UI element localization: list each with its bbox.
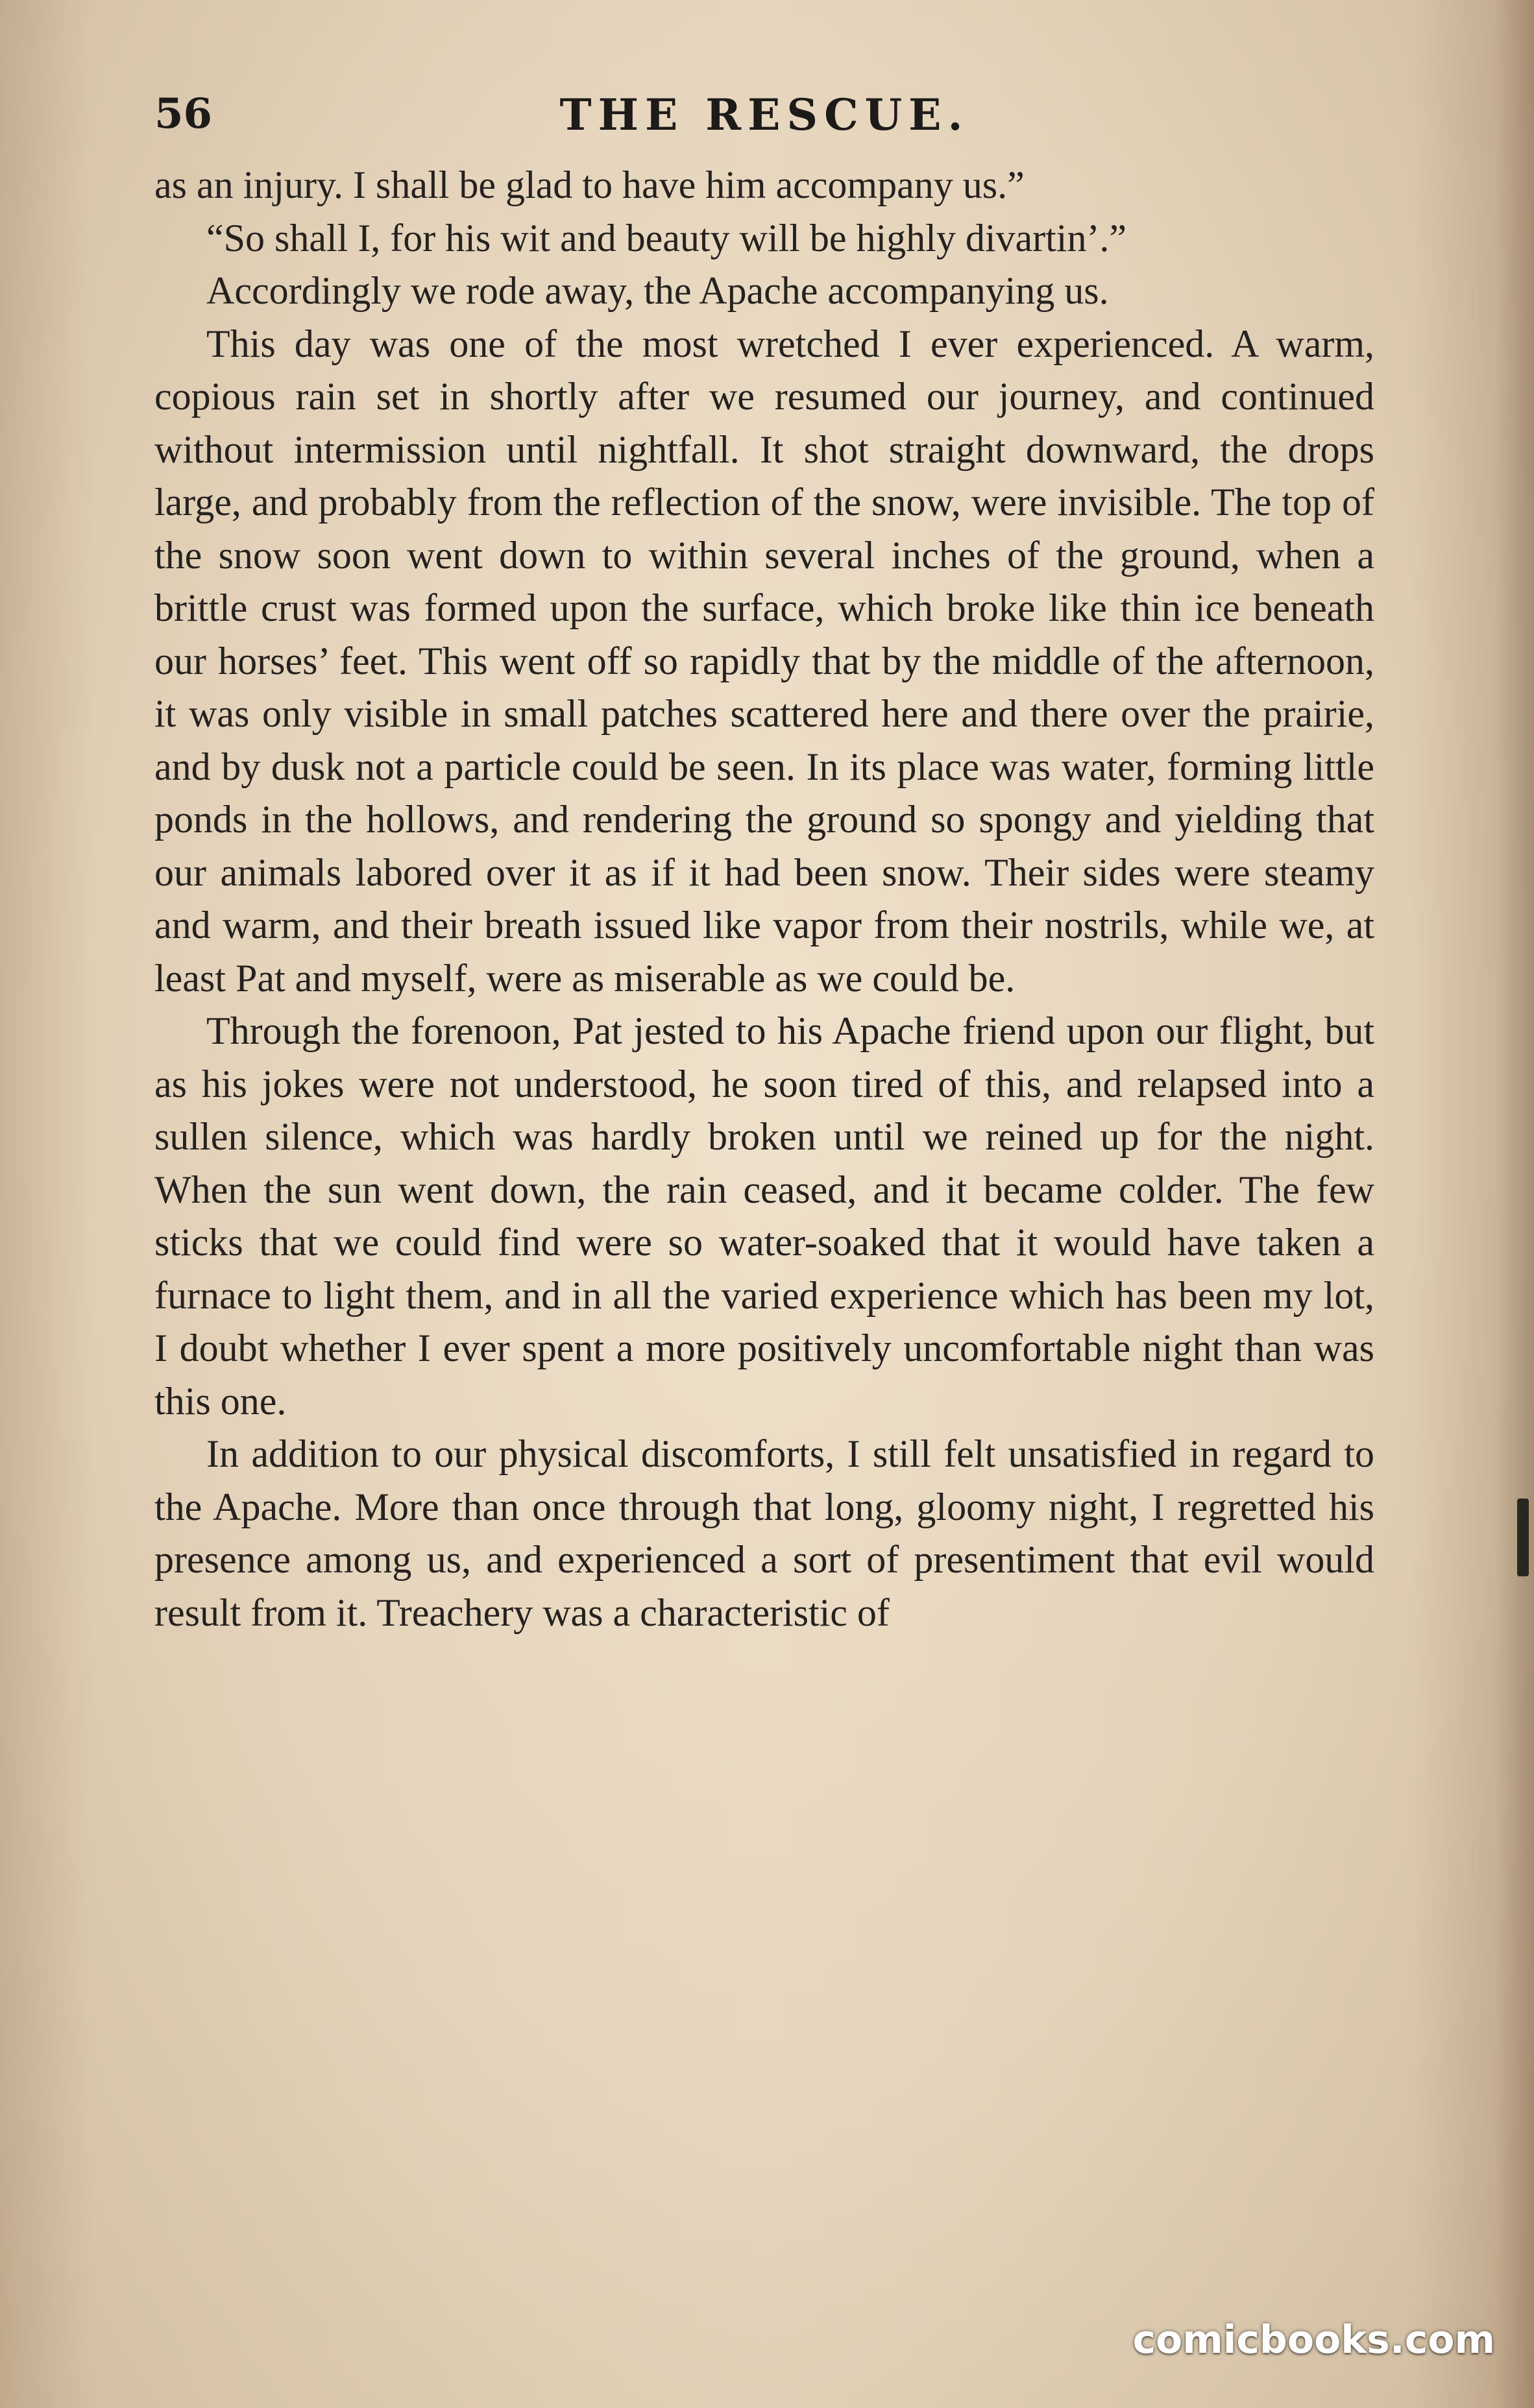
body-text: [154, 159, 1374, 1639]
paragraph: “So shall I, for his wit and beauty will be highly divartin’.”: [206, 216, 1127, 259]
paragraph: This day was one of the most wretched I ever experienced. A warm, copious rain set in shortly after we resumed our journey, and continued without intermission until nightfall. It shot straight downward, the drops large, and probably from the reflection of the snow, were invisible. The top of the snow soon went down to within several inches of the ground, when a brittle crust was formed upon the surface, which broke like thin ice beneath our horses’ feet. This went off so rapidly that by the middle of the afternoon, it was only visible in small patches scattered here and there over the prairie, and by dusk not a particle could be seen. In its place was water, forming little ponds in the hollows, and rendering the ground so spongy and yielding that our animals labored over it as if it had been snow. Their sides were steamy and warm, and their breath issued like vapor from their nostrils, while we, at least Pat and myself, were as miserable as we could be.: [154, 322, 1374, 1000]
page-edge-mark: [1517, 1499, 1529, 1576]
running-title: THE RESCUE.: [559, 90, 969, 140]
paragraph: Accordingly we rode away, the Apache accompanying us.: [206, 269, 1109, 312]
paragraph-continued: as an injury. I shall be glad to have him accompany us.”: [154, 163, 1025, 206]
paragraph: In addition to our physical discomforts, I still felt unsatisfied in regard to the Apache. More than once through that long, gloomy night, I regretted his presence among us, and experienced a sort of presentiment that evil would result from it. Treachery was a characteristic of: [154, 1432, 1374, 1634]
paragraph: Through the forenoon, Pat jested to his Apache friend upon our flight, but as his jokes were not understood, he soon tired of this, and relapsed into a sullen silence, which was hardly broken until we reined up for the night. When the sun went down, the rain ceased, and it became colder. The few sticks that we could find were so water-soaked that it would have taken a furnace to light them, and in all the varied experience which has been my lot, I doubt whether I ever spent a more positively uncomfortable night than was this one.: [154, 1009, 1374, 1423]
watermark: comicbooks.com: [1132, 2317, 1495, 2363]
page-edge-shadow: [1495, 0, 1534, 2408]
running-head: [154, 84, 1374, 156]
page-number: 56: [154, 90, 213, 138]
